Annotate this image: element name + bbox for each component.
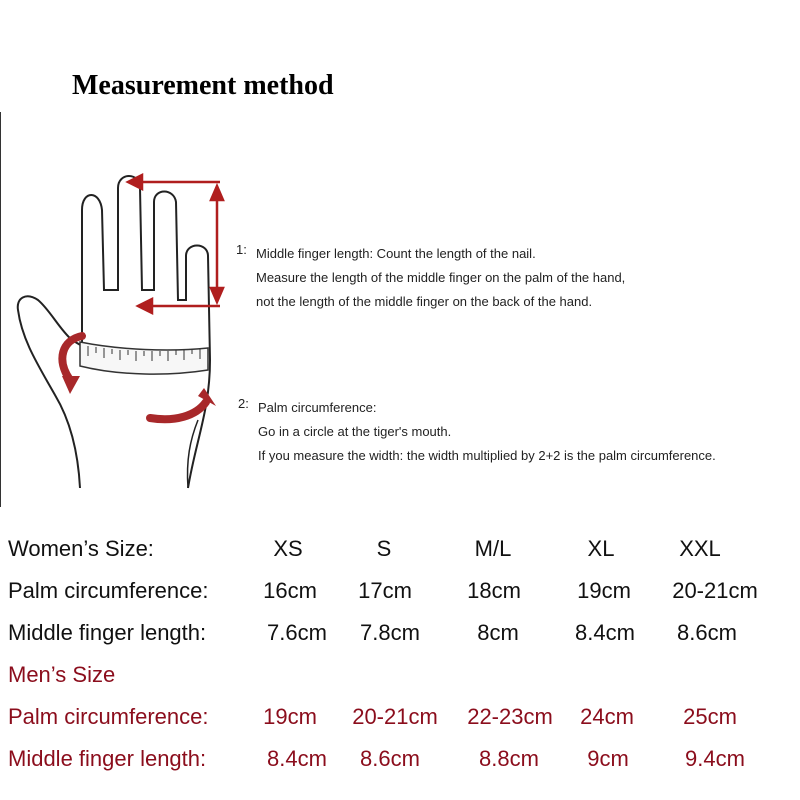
women-finger-xl: 8.4cm	[575, 620, 635, 645]
men-palm-xxl: 25cm	[683, 704, 737, 729]
finger-note-line-2: Measure the length of the middle finger on the palm of the hand,	[256, 270, 626, 285]
men-palm-s: 20-21cm	[352, 704, 438, 729]
finger-note-number: 1:	[236, 242, 247, 257]
men-palm-xs: 19cm	[263, 704, 317, 729]
women-palm-xs: 16cm	[263, 578, 317, 603]
women-finger-ml: 8cm	[477, 620, 519, 645]
women-size-label: Women’s Size:	[8, 536, 154, 561]
finger-note-line-3: not the length of the middle finger on the back of the hand.	[256, 294, 593, 309]
men-finger-row	[0, 738, 800, 780]
finger-note	[236, 242, 626, 314]
men-finger-xl: 9cm	[587, 746, 629, 771]
men-finger-xxl: 9.4cm	[685, 746, 745, 771]
women-palm-xl: 19cm	[577, 578, 631, 603]
men-finger-s: 8.6cm	[360, 746, 420, 771]
palm-note-line-3: If you measure the width: the width multiplied by 2+2 is the palm circumference.	[258, 448, 716, 463]
page-title: Measurement method	[72, 70, 334, 101]
palm-note-number: 2:	[238, 396, 249, 411]
women-finger-xs: 7.6cm	[267, 620, 327, 645]
palm-note-line-1: Palm circumference:	[258, 400, 377, 415]
men-palm-xl: 24cm	[580, 704, 634, 729]
finger-note-line-1: Middle finger length: Count the length of the nail.	[256, 246, 536, 261]
arrow-head-left	[62, 376, 80, 394]
size-s: S	[376, 536, 392, 561]
men-finger-xs: 8.4cm	[267, 746, 327, 771]
men-palm-label: Palm circumference:	[8, 704, 209, 729]
men-finger-label: Middle finger length:	[8, 746, 207, 771]
hand-outline	[18, 176, 210, 488]
size-xxl: XXL	[679, 536, 721, 561]
men-finger-ml: 8.8cm	[479, 746, 539, 771]
palm-note	[238, 396, 716, 468]
size-xs: XS	[273, 536, 303, 561]
size-xl: XL	[587, 536, 615, 561]
hand-measurement-illustration	[0, 150, 240, 490]
men-palm-ml: 22-23cm	[467, 704, 553, 729]
women-palm-xxl: 20-21cm	[672, 578, 758, 603]
men-size-row	[0, 654, 800, 696]
women-finger-xxl: 8.6cm	[677, 620, 737, 645]
women-palm-s: 17cm	[358, 578, 412, 603]
women-finger-label: Middle finger length:	[8, 620, 207, 645]
men-palm-row	[0, 696, 800, 738]
women-palm-ml: 18cm	[467, 578, 521, 603]
women-size-row	[0, 528, 800, 570]
size-ml: M/L	[474, 536, 512, 561]
palm-note-line-2: Go in a circle at the tiger's mouth.	[258, 424, 452, 439]
men-size-label: Men’s Size	[8, 662, 116, 687]
women-finger-s: 7.8cm	[360, 620, 420, 645]
measuring-tape	[80, 342, 208, 374]
women-palm-row	[0, 570, 800, 612]
women-palm-label: Palm circumference:	[8, 578, 209, 603]
women-finger-row	[0, 612, 800, 654]
